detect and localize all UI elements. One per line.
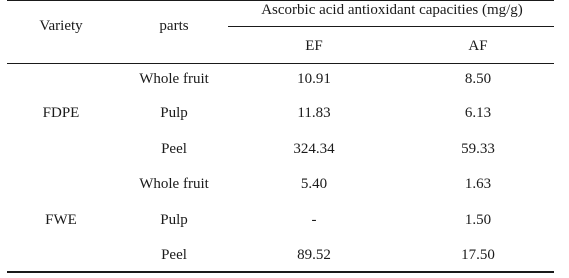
part-cell: Pulp <box>160 105 188 121</box>
variety-label: FDPE <box>42 105 80 121</box>
ef-header: EF <box>305 38 323 54</box>
part-cell: Pulp <box>160 212 188 228</box>
af-value: 17.50 <box>461 247 495 263</box>
bottom-rule <box>7 271 554 273</box>
part-cell: Peel <box>161 141 187 157</box>
parts-header: parts <box>159 18 189 34</box>
af-value: 8.50 <box>464 71 492 87</box>
header-rule <box>7 63 554 64</box>
ef-value: 324.34 <box>293 141 335 157</box>
capacity-group-header: Ascorbic acid antioxidant capacities (mg/g) <box>261 2 523 18</box>
part-cell: Whole fruit <box>139 71 209 87</box>
af-value: 6.13 <box>464 105 492 121</box>
ef-value: 5.40 <box>300 176 328 192</box>
part-cell: Peel <box>161 247 187 263</box>
variety-header: Variety <box>39 18 83 34</box>
af-value: 59.33 <box>461 141 495 157</box>
ef-value: 89.52 <box>297 247 331 263</box>
ef-value: 10.91 <box>297 71 331 87</box>
ef-value: 11.83 <box>297 105 331 121</box>
ef-value: - <box>311 212 317 228</box>
part-cell: Whole fruit <box>139 176 209 192</box>
af-value: 1.63 <box>464 176 492 192</box>
af-header: AF <box>468 38 488 54</box>
group-header-rule <box>228 26 554 27</box>
af-value: 1.50 <box>464 212 492 228</box>
variety-label: FWE <box>45 212 77 228</box>
